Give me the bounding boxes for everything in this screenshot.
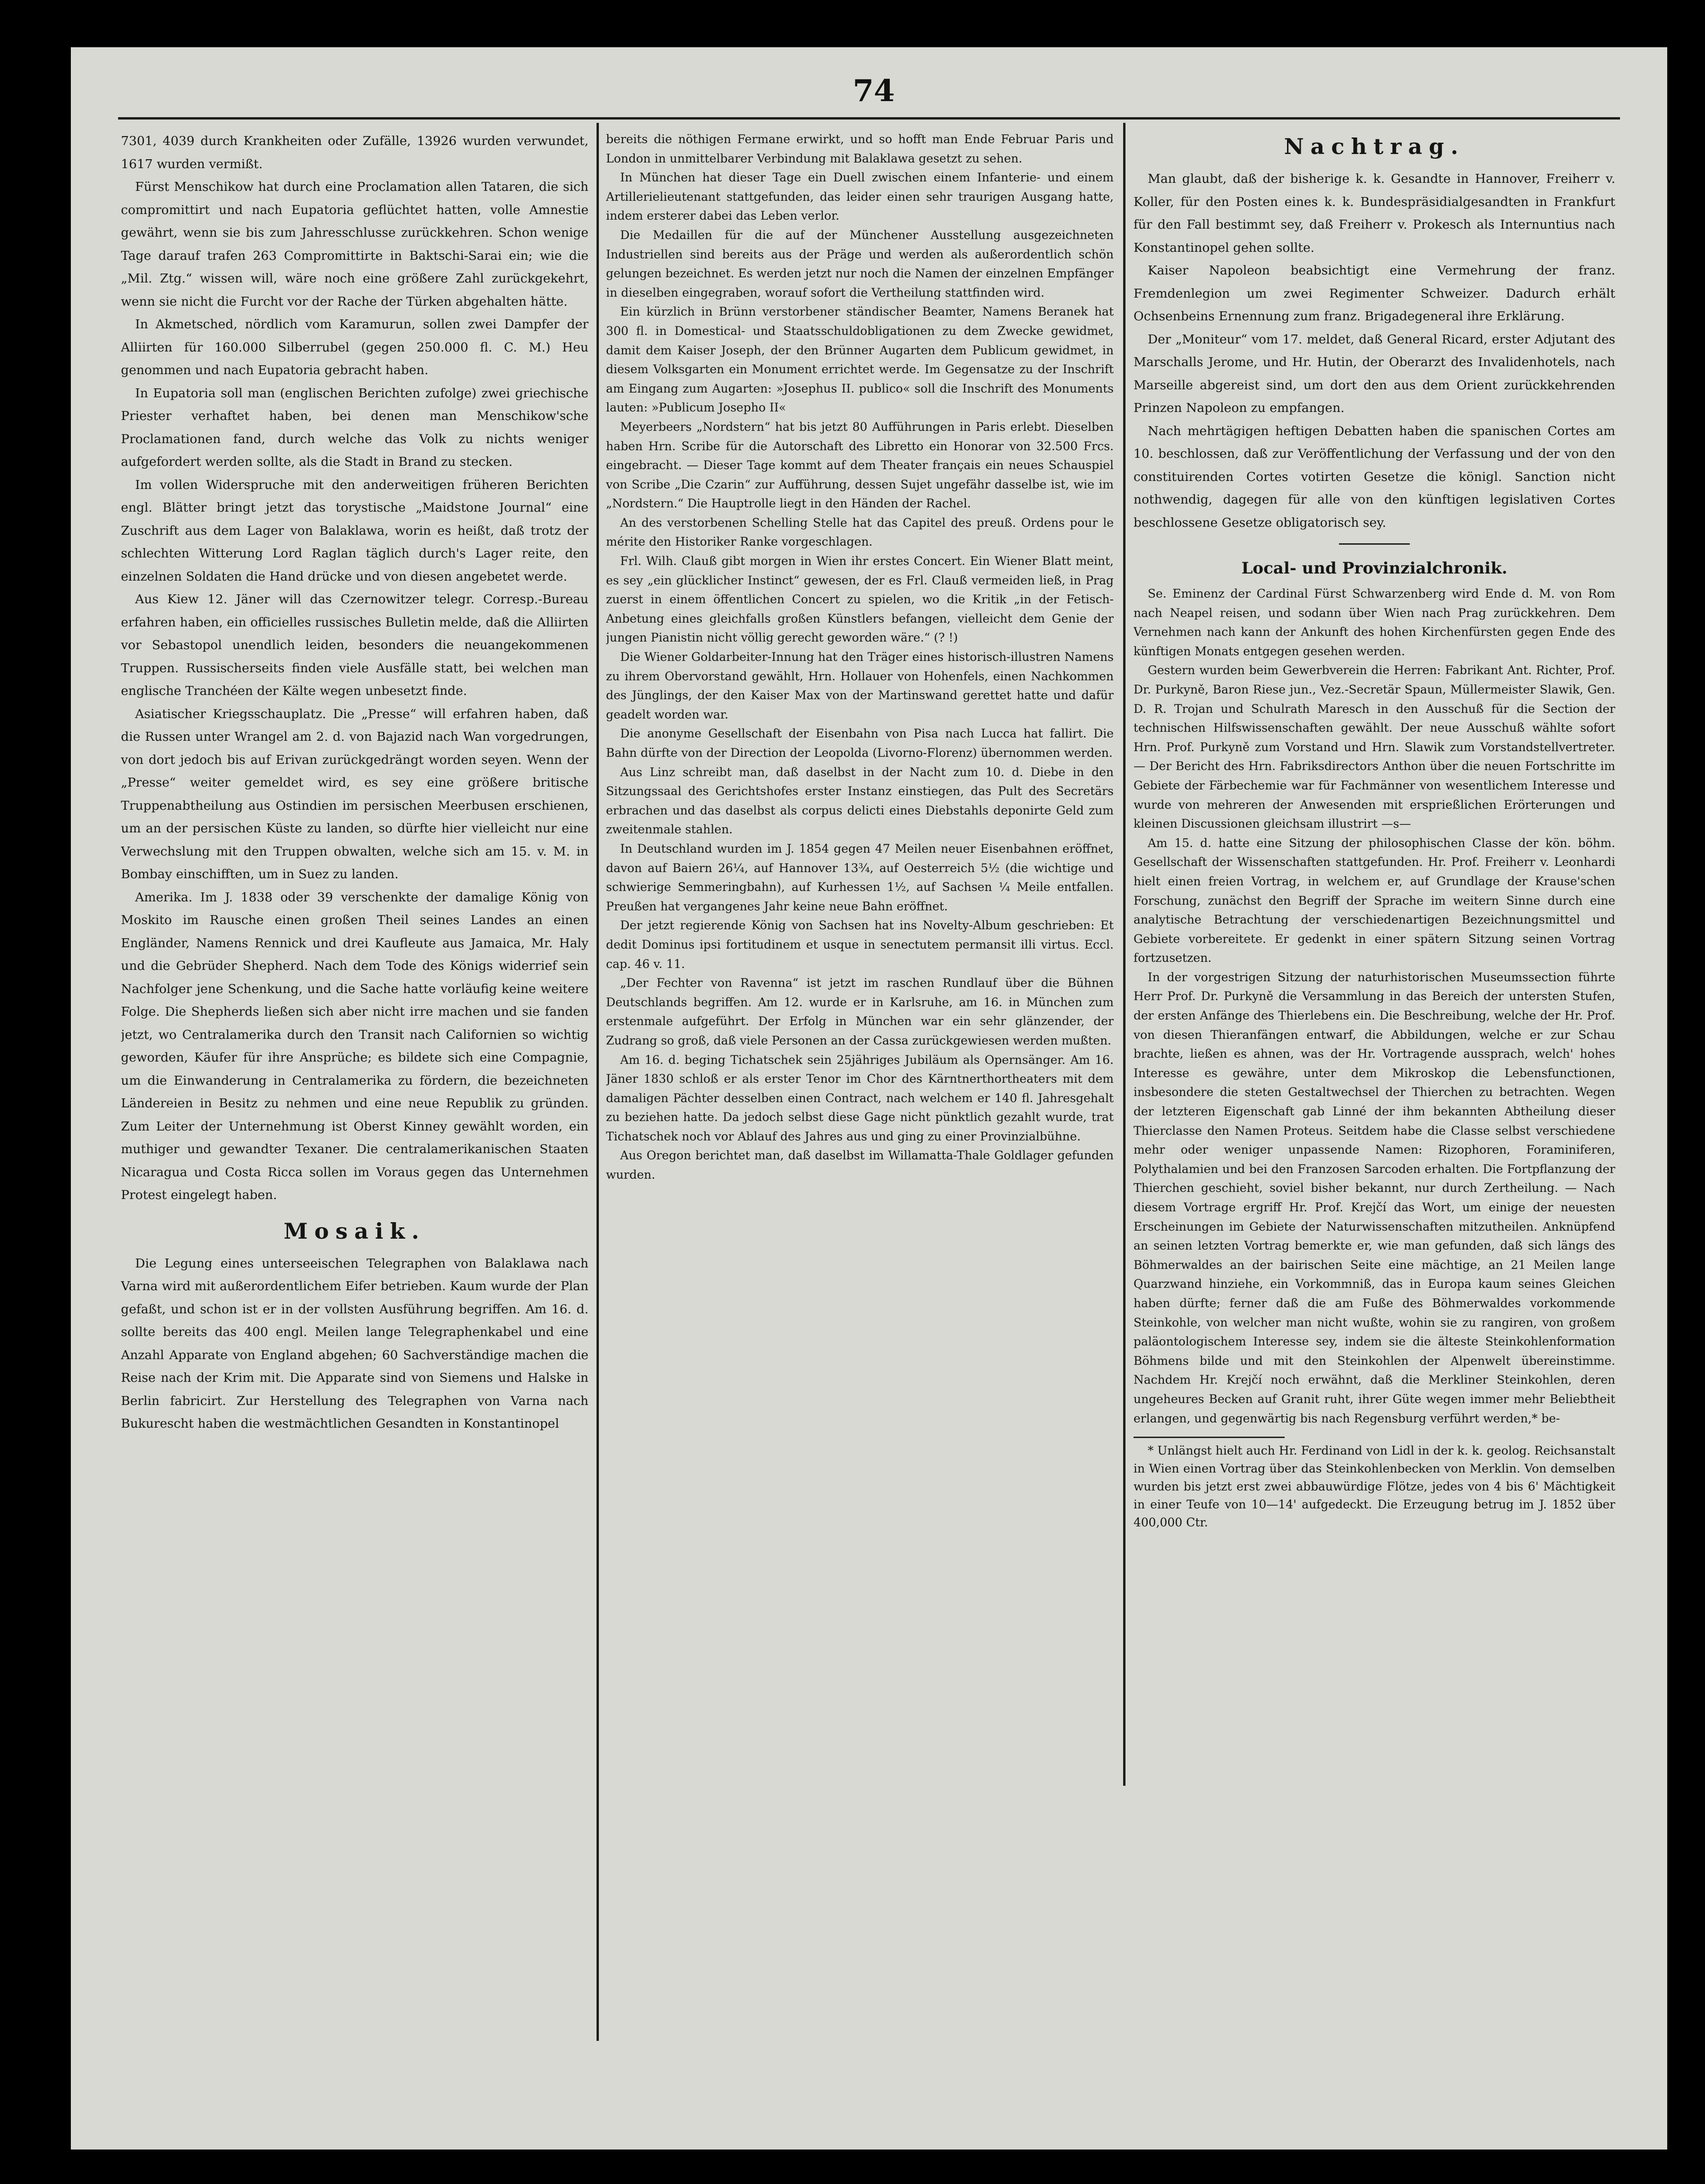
newspaper-page [71, 47, 1667, 2150]
page-number: 74 [852, 73, 895, 109]
article-telegraph-balaklawa: Die Legung eines unterseeischen Telegraphen von Balaklawa nach Varna wird mit außerordentlichem Eifer betrieben. Kaum wurde der Plan gefaßt, und schon ist er in der vollsten Ausführung begriffen. Am 16. d. sollte bereits das 400 engl. Meilen lange Telegraphenkabel und eine Anzahl Apparate von England abgehen; 60 Sachverständige machen die Reise nach der Krim mit. Die Apparate sind von Siemens und Halske in Berlin fabricirt. Zur Herstellung des Telegraphen von Varna nach Bukurescht haben die westmächtlichen Gesandten in Konstantinopel [121, 1256, 588, 1431]
column-divider-left [597, 123, 599, 2041]
article-casualties: 7301, 4039 durch Krankheiten oder Zufälle, 13926 wurden verwundet, 1617 wurden vermißt. [121, 134, 588, 171]
article-german-railways: In Deutschland wurden im J. 1854 gegen 47 Meilen neuer Eisenbahnen eröffnet, davon auf Baiern 26¼, auf Hannover 13¾, auf Oesterreich 5½ (die wichtige und schwierige Semmeringbahn), auf Kurhessen 1½, auf Sachsen ¼ Meile entfallen. Preußen hat vergangenes Jahr keine neue Bahn eröffnet. [606, 841, 1114, 913]
article-goldsmiths-guild: Die Wiener Goldarbeiter-Innung hat den Träger eines historisch-illustren Namens zu ihrem Obervorstand gewählt, Hrn. Hollauer von Hohenfels, einen Nachkommen des Jünglings, der den Kaiser Max von der Martinswand gerettet hatte und dafür geadelt worden war. [606, 650, 1114, 721]
article-foreign-legion: Kaiser Napoleon beabsichtigt eine Vermehrung der franz. Fremdenlegion um zwei Regimenter Schweizer. Dadurch erhält Ochsenbeins Ernennung zum franz. Brigadegeneral ihre Erklärung. [1134, 263, 1615, 324]
article-munich-medals: Die Medaillen für die auf der Münchener Ausstellung ausgezeichneten Industriellen sind bereits aus der Präge und werden als außerordentlich schön gelungen bezeichnet. Es werden jetzt nur noch die Namen der einzelnen Empfänger in dieselben eingegraben, worauf sofort die Vertheilung stattfinden wird. [606, 228, 1114, 300]
article-fechter-ravenna: „Der Fechter von Ravenna“ ist jetzt im raschen Rundlauf über die Bühnen Deutschlands begriffen. Am 12. wurde er in Karlsruhe, am 16. in München zum erstenmale aufgeführt. Der Erfolg in München war ein sehr glänzender, der Zudrang so groß, daß viele Personen an der Cassa zurückgewiesen werden mußten. [606, 976, 1114, 1047]
article-philosophical-class: Am 15. d. hatte eine Sitzung der philosophischen Classe der kön. böhm. Gesellschaft der Wissenschaften stattgefunden. Hr. Prof. Freiherr v. Leonhardi hielt einen freien Vortrag, in welchem er, auf Grundlage der Krause'schen Forschung, zunächst den Begriff der Sprache im weitern Sinne durch eine analytische Betrachtung der verschiedenartigen Bezeichnungsmittel und Gebiete vorbereitete. Er gedenkt in einer spätern Sitzung seinen Vortrag fortzusetzen. [1134, 836, 1615, 965]
article-spanish-cortes: Nach mehrtägigen heftigen Debatten haben die spanischen Cortes am 10. beschlossen, daß zur Veröffentlichung der Verfassung und der von den constituirenden Cortes votirten Gesetze die königl. Sanction nicht nothwendig, dagegen für alle von den künftigen legislativen Cortes beschlossene Gesetze obligatorisch sey. [1134, 423, 1615, 530]
article-asian-theatre: Asiatischer Kriegsschauplatz. Die „Presse“ will erfahren haben, daß die Russen unter Wrangel am 2. d. von Bajazid nach Wan vorgedrungen, von dort jedoch bis auf Erivan zurückgedrängt worden seyen. Wenn der „Presse“ weiter gemeldet wird, es sey eine größere britische Truppenabtheilung aus Ostindien im persischen Meerbusen erschienen, um an der persischen Küste zu landen, so dürfte hier vielleicht nur eine Verwechslung mit den Truppen obwalten, welche sich am 15. v. M. in Bombay einschifften, um in Suez zu landen. [121, 706, 588, 882]
article-schelling-successor: An des verstorbenen Schelling Stelle hat das Capitel des preuß. Ordens pour le mérite den Historiker Ranke vorgeschlagen. [606, 515, 1114, 549]
article-amerika: Amerika. Im J. 1838 oder 39 verschenkte der damalige König von Moskito im Rausche einen großen Theil seines Landes an einen Engländer, Namens Rennick und drei Kaufleute aus Jamaica, Mr. Haly und die Gebrüder Shepherd. Nach dem Tode des Königs widerrief sein Nachfolger jene Schenkung, und die Sache hatte vorläufig keine weitere Folge. Die Shepherds ließen sich aber nicht irre machen und sie fanden jetzt, wo Centralamerika durch den Transit nach Californien so wichtig geworden, Käufer für ihre Ansprüche; es bildete sich eine Compagnie, um die Einwanderung in Centralamerika zu fördern, die bezeichneten Ländereien in Besitz zu nehmen und eine neue Republik zu gründen. Zum Leiter der Unternehmung ist Oberst Kinney gewählt worden, ein muthiger und gewandter Texaner. Die centralamerikanischen Staaten Nicaragua und Costa Ricca sollen im Voraus gegen das Unternehmen Protest eingelegt haben. [121, 890, 588, 1202]
article-cardinal-schwarzenberg: Se. Eminenz der Cardinal Fürst Schwarzenberg wird Ende d. M. von Rom nach Neapel reisen, und sodann über Wien nach Prag zurückkehren. Dem Vernehmen nach kann der Ankunft des hohen Kirchenfürsten gegen Ende des künftigen Monats entgegen gesehen werden. [1134, 587, 1615, 658]
footnote-lidl: * Unlängst hielt auch Hr. Ferdinand von Lidl in der k. k. geolog. Reichsanstalt in Wien einen Vortrag über das Steinkohlenbecken von Merklin. Von demselben wurden bis jetzt erst zwei abbauwürdige Flötze, jedes von 4 bis 6' Mächtigkeit in einer Teufe von 10—14' aufgedeckt. Die Erzeugung betrug im J. 1852 über 400,000 Ctr. [1134, 1444, 1615, 1530]
section-heading-nachtrag: Nachtrag. [1284, 134, 1465, 159]
header-rule [118, 117, 1620, 120]
footnote-rule [1134, 1437, 1285, 1438]
section-heading-local-chronicle: Local- und Provinzialchronik. [1241, 559, 1508, 578]
article-clauss-concert: Frl. Wilh. Clauß gibt morgen in Wien ihr erstes Concert. Ein Wiener Blatt meint, es sey „ein glücklicher Instinct“ gewesen, der es Frl. Clauß vermeiden ließ, in Prag zuerst in einem öffentlichen Concert zu spielen, wo die Kritik „in der Fetisch-Anbetung eines gleichfalls großen Künstlers befangen, vielleicht dem Genie der jungen Pianistin nicht völlig gerecht geworden wäre.“ (? !) [606, 554, 1114, 645]
section-separator [1134, 536, 1615, 550]
article-museum-section: In der vorgestrigen Sitzung der naturhistorischen Museumssection führte Herr Prof. Dr. Purkyně die Versammlung in das Bereich der untersten Stufen, der ersten Anfänge des Thierlebens ein. Die Beschreibung, welche der Hr. Prof. von diesen Thieranfängen entwarf, die Abbildungen, welche er zur Schau brachte, ließen es ahnen, was der Hr. Vortragende aussprach, welch' hohes Interesse es gewähre, unter dem Mikroskop die Lebensfunctionen, insbesondere die steten Gestaltwechsel der Thierchen zu betrachten. Wegen der letzteren Eigenschaft gab Linné der ihm bekannten Abtheilung dieser Thierclasse den Namen Proteus. Seitdem habe die Classe selbst verschiedene mehr oder weniger unpassende Namen: Rizophoren, Foraminiferen, Polythalamien und bei den Franzosen Sarcoden erhalten. Die Fortpflanzung der Thierchen geschieht, soviel bisher bekannt, nur durch Zertheilung. — Nach diesem Vortrage ergriff Hr. Prof. Krejčí das Wort, um einige der neuesten Erscheinungen im Gebiete der Naturwissenschaften mitzutheilen. Anknüpfend an seinen letzten Vortrag bemerkte er, wie man gefunden, daß sich längs des Böhmerwaldes an der bairischen Seite eine mächtige, an 21 Meilen lange Quarzwand hinziehe, ein Vorkommniß, das in Europa kaum seines Gleichen haben dürfte; ferner daß die am Fuße des Böhmerwaldes vorkommende Steinkohle, von welcher man nicht wußte, wohin sie zu rangiren, von großem paläontologischem Interesse sey, indem sie die älteste Steinkohlenformation Böhmens bilde und mit den Steinkohlen der Alpenwelt übereinstimme. Nachdem Hr. Krejčí noch erwähnt, daß die Merkliner Steinkohlen, deren ungeheures Becken auf Granit ruht, ihrer Güte wegen immer mehr Beliebtheit erlangen, und gegenwärtig bis nach Regensburg verführt werden,* be- [1134, 970, 1615, 1425]
column-right [1134, 130, 1615, 2076]
article-akmetsched: In Akmetsched, nördlich vom Karamurun, sollen zwei Dampfer der Alliirten für 160.000 Silberrubel (gegen 250.000 fl. C. M.) Heu genommen und nach Eupatoria gebracht haben. [121, 317, 588, 377]
article-tichatschek: Am 16. d. beging Tichatschek sein 25jähriges Jubiläum als Opernsänger. Am 16. Jäner 1830 schloß er als erster Tenor im Chor des Kärntnerthortheaters mit dem damaligen Pächter desselben einen Contract, nach welchem er 140 fl. Jahresgehalt zu beziehen hatte. Da jedoch selbst diese Gage nicht pünktlich gezahlt wurde, trat Tichatschek noch vor Ablauf des Jahres aus und ging zu einer Provinzialbühne. [606, 1053, 1114, 1143]
section-heading-mosaik: Mosaik. [283, 1218, 426, 1244]
article-saxon-king: Der jetzt regierende König von Sachsen hat ins Novelty-Album geschrieben: Et dedit Dominus ipsi fortitudinem et usque in senectutem permansit illi virtus. Eccl. cap. 46 v. 11. [606, 918, 1114, 971]
article-gewerbverein: Gestern wurden beim Gewerbverein die Herren: Fabrikant Ant. Richter, Prof. Dr. Purkyně, Baron Riese jun., Vez.-Secretär Spaun, Müllermeister Slawik, Gen. D. R. Trojan und Schulrath Maresch in den Ausschuß für die Section der technischen Hilfswissenschaften gewählt. Der neue Ausschuß wählte sofort Hrn. Prof. Purkyně zum Vorstand und Hrn. Slawik zum Vorstandstellvertreter. — Der Bericht des Hrn. Fabriksdirectors Anthon über die neuen Fortschritte im Gebiete der Färbechemie war für Fachmänner von wesentlichem Interesse und wurde von mehreren der Anwesenden mit ersprießlichen Erörterungen und kleinen Discussionen gleichsam illustrirt —s— [1134, 663, 1615, 831]
article-brunn-monument: Ein kürzlich in Brünn verstorbener ständischer Beamter, Namens Beranek hat 300 fl. in Domestical- und Staatsschuldobligationen zu dem Zwecke gewidmet, damit dem Kaiser Joseph, der den Brünner Augarten dem Publicum gewidmet, in diesem Volksgarten ein Monument errichtet werde. Im Gegensatze zu der Inschrift am Eingang zum Augarten: »Josephus II. publico« soll die Inschrift des Monuments lauten: »Publicum Josepho II« [606, 305, 1114, 415]
article-telegraph-continued: bereits die nöthigen Fermane erwirkt, und so hofft man Ende Februar Paris und London in unmittelbarer Verbindung mit Balaklawa gesetzt zu sehen. [606, 132, 1114, 165]
article-kiew-bulletin: Aus Kiew 12. Jäner will das Czernowitzer telegr. Corresp.-Bureau erfahren haben, ein officielles russisches Bulletin melde, daß die Alliirten vor Sebastopol unendlich leiden, besonders die neuangekommenen Truppen. Russischerseits finden viele Ausfälle statt, bei welchen man englische Tranchéen der Kälte wegen unbesetzt finde. [121, 592, 588, 698]
article-pisa-railway: Die anonyme Gesellschaft der Eisenbahn von Pisa nach Lucca hat fallirt. Die Bahn dürfte von der Direction der Leopolda (Livorno-Florenz) übernommen werden. [606, 727, 1114, 760]
column-middle [606, 130, 1114, 2076]
article-maidstone-journal: Im vollen Widerspruche mit den anderweitigen früheren Berichten engl. Blätter bringt jetzt das torystische „Maidstone Journal“ eine Zuschrift aus dem Lager von Balaklawa, worin es heißt, daß trotz der schlechten Witterung Lord Raglan täglich durch's Lager reite, den einzelnen Soldaten die Hand drücke und von diesen angebetet werde. [121, 477, 588, 584]
article-menschikow-amnesty: Fürst Menschikow hat durch eine Proclamation allen Tataren, die sich compromittirt und nach Eupatoria geflüchtet hatten, volle Amnestie gewährt, wenn sie bis zum Jahresschlusse zurückkehren. Schon wenige Tage darauf trafen 263 Compromittirte in Baktschi-Sarai ein; wie die „Mil. Ztg.“ wissen will, wäre noch eine größere Zahl zurückgekehrt, wenn sie nicht die Furcht vor der Rache der Türken abgehalten hätte. [121, 180, 588, 309]
article-koller-posting: Man glaubt, daß der bisherige k. k. Gesandte in Hannover, Freiherr v. Koller, für den Posten eines k. k. Bundespräsidialgesandten in Frankfurt für den Fall bestimmt sey, daß Freiherr v. Prokesch als Internuntius nach Konstantinopel gehen sollte. [1134, 171, 1615, 255]
article-munich-duel: In München hat dieser Tage ein Duell zwischen einem Infanterie- und einem Artillerielieutenant stattgefunden, das leider einen sehr traurigen Ausgang hatte, indem ersterer dabei das Leben verlor. [606, 171, 1114, 223]
article-oregon-gold: Aus Oregon berichtet man, daß daselbst im Willamatta-Thale Goldlager gefunden wurden. [606, 1148, 1114, 1182]
article-nordstern: Meyerbeers „Nordstern“ hat bis jetzt 80 Aufführungen in Paris erlebt. Dieselben haben Hrn. Scribe für die Autorschaft des Libretto ein Honorar von 32.500 Frcs. eingebracht. — Dieser Tage kommt auf dem Theater français ein neues Schauspiel von Scribe „Die Czarin“ zur Aufführung, dessen Sujet ungefähr dasselbe ist, wie im „Nordstern.“ Die Hauptrolle liegt in den Händen der Rachel. [606, 420, 1114, 511]
column-divider-right [1123, 123, 1125, 1786]
article-eupatoria-priests: In Eupatoria soll man (englischen Berichten zufolge) zwei griechische Priester verhaftet haben, bei denen man Menschikow'sche Proclamationen fand, durch welche das Volk zu nichts weniger aufgefordert werden sollte, als die Stadt in Brand zu stecken. [121, 385, 588, 469]
article-linz-theft: Aus Linz schreibt man, daß daselbst in der Nacht zum 10. d. Diebe in den Sitzungssaal des Gerichtshofes erster Instanz einstiegen, das Pult des Secretärs erbrachen und das daselbst als corpus delicti eines Diebstahls deponirte Geld zum zweitenmale stahlen. [606, 765, 1114, 837]
article-moniteur: Der „Moniteur“ vom 17. meldet, daß General Ricard, erster Adjutant des Marschalls Jerome, und Hr. Hutin, der Oberarzt des Invalidenhotels, nach Marseille abgereist sind, um dort den aus dem Orient zurückkehrenden Prinzen Napoleon zu empfangen. [1134, 332, 1615, 415]
column-left [121, 130, 588, 2076]
